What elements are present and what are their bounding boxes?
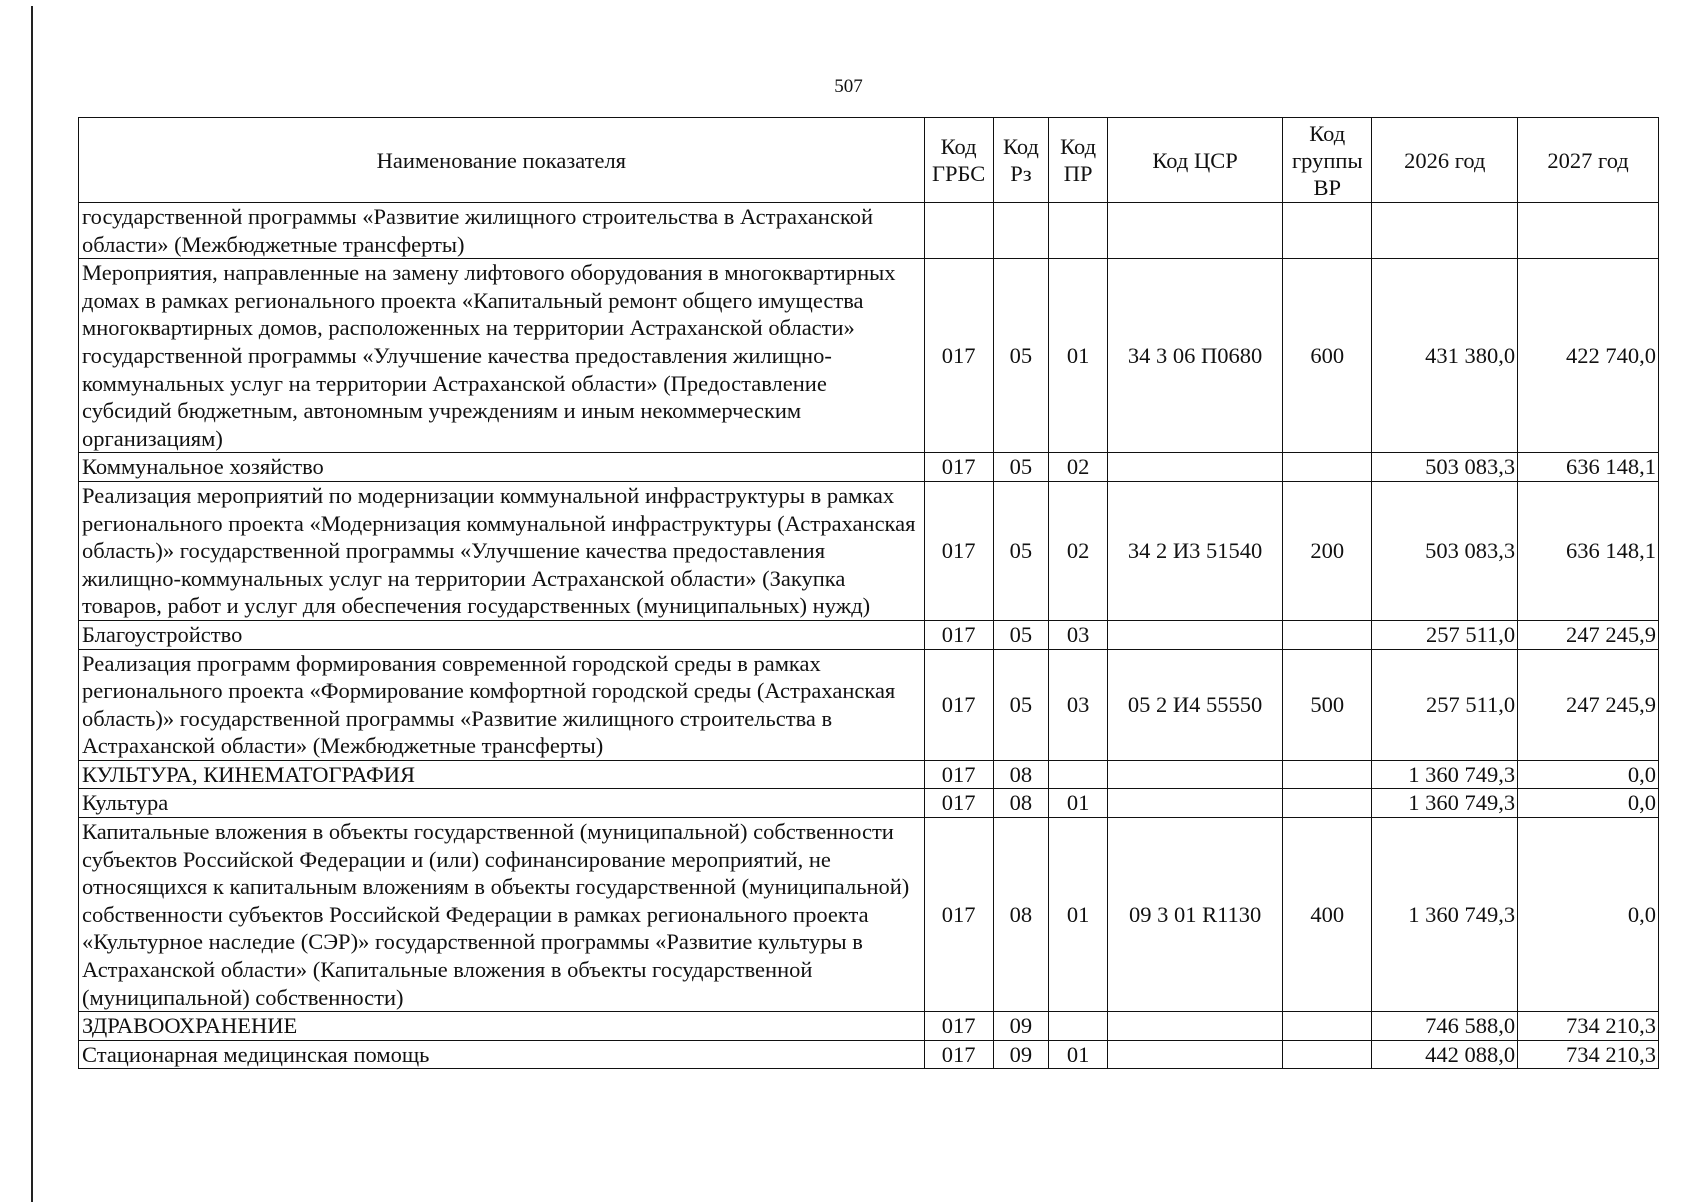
header-rz: [993, 118, 1049, 203]
cell-csr: [1108, 760, 1283, 789]
cell-rz: 05: [993, 259, 1049, 453]
cell-2026: [1372, 203, 1518, 259]
cell-pr: [1049, 1012, 1108, 1041]
cell-rz: 08: [993, 818, 1049, 1012]
cell-rz: 05: [993, 453, 1049, 482]
cell-csr: [1108, 1040, 1283, 1069]
table-row: [79, 1012, 1659, 1041]
cell-rz: 08: [993, 760, 1049, 789]
table-row: [79, 818, 1659, 1012]
cell-grbs: 017: [924, 789, 993, 818]
cell-2026: 746 588,0: [1372, 1012, 1518, 1041]
table-row: [79, 453, 1659, 482]
cell-grbs: 017: [924, 818, 993, 1012]
cell-2027: 636 148,1: [1518, 453, 1659, 482]
cell-2027: 247 245,9: [1518, 620, 1659, 649]
header-rz-line2: Рз: [1010, 161, 1032, 186]
header-2027: 2027 год: [1518, 118, 1659, 203]
cell-grbs: 017: [924, 1012, 993, 1041]
cell-rz: 05: [993, 649, 1049, 760]
header-rz-line1: Код: [1002, 134, 1039, 159]
header-vr-line3: ВР: [1313, 174, 1342, 200]
cell-csr: 09 3 01 R1130: [1108, 818, 1283, 1012]
table-row: [79, 259, 1659, 453]
cell-pr: 01: [1049, 818, 1108, 1012]
cell-rz: 09: [993, 1040, 1049, 1069]
cell-2027: 0,0: [1518, 789, 1659, 818]
cell-2027: 247 245,9: [1518, 649, 1659, 760]
cell-rz: [993, 203, 1049, 259]
header-pr-line1: Код: [1060, 134, 1097, 159]
cell-rz: 05: [993, 481, 1049, 620]
cell-vr: [1283, 620, 1372, 649]
cell-name: Мероприятия, направленные на замену лифтового оборудования в многоквартирных домах в рамках регионального проекта «Капитальный ремонт общего имущества многоквартирных домов, расположенных на территории Астраханской области» государственной программы «Улучшение качества предоставления жилищно-коммунальных услуг на территории Астраханской области» (Предоставление субсидий бюджетным, автономным учреждениям и иным некоммерческим организациям): [79, 259, 925, 453]
table-row: [79, 620, 1659, 649]
cell-pr: 03: [1049, 649, 1108, 760]
cell-grbs: 017: [924, 481, 993, 620]
header-name: Наименование показателя: [79, 118, 925, 203]
cell-pr: 02: [1049, 453, 1108, 482]
cell-vr: [1283, 203, 1372, 259]
cell-vr: [1283, 789, 1372, 818]
left-margin-line: [31, 6, 33, 1202]
cell-2027: 0,0: [1518, 818, 1659, 1012]
table-row: [79, 649, 1659, 760]
cell-pr: 02: [1049, 481, 1108, 620]
cell-name: Капитальные вложения в объекты государственной (муниципальной) собственности субъектов Российской Федерации и (или) софинансирование мероприятий, не относящихся к капитальным вложениям в объекты государственной (муниципальной) собственности субъектов Российской Федерации в рамках регионального проекта «Культурное наследие (СЭР)» государственной программы «Развитие культуры в Астраханской области» (Капитальные вложения в объекты государственной (муниципальной) собственности): [79, 818, 925, 1012]
table-row: [79, 760, 1659, 789]
header-pr: [1049, 118, 1108, 203]
cell-grbs: 017: [924, 760, 993, 789]
cell-pr: [1049, 760, 1108, 789]
cell-2027: 0,0: [1518, 760, 1659, 789]
cell-grbs: 017: [924, 1040, 993, 1069]
header-2026: 2026 год: [1372, 118, 1518, 203]
cell-2026: 1 360 749,3: [1372, 760, 1518, 789]
cell-2026: 503 083,3: [1372, 481, 1518, 620]
cell-csr: [1108, 203, 1283, 259]
cell-2027: 636 148,1: [1518, 481, 1659, 620]
cell-grbs: 017: [924, 259, 993, 453]
cell-2026: 1 360 749,3: [1372, 818, 1518, 1012]
cell-name: Культура: [79, 789, 925, 818]
cell-csr: [1108, 453, 1283, 482]
cell-grbs: 017: [924, 649, 993, 760]
cell-2026: 257 511,0: [1372, 620, 1518, 649]
table-row: [79, 481, 1659, 620]
cell-2026: 1 360 749,3: [1372, 789, 1518, 818]
cell-2026: 503 083,3: [1372, 453, 1518, 482]
cell-vr: [1283, 1040, 1372, 1069]
cell-vr: 400: [1283, 818, 1372, 1012]
table-row: [79, 203, 1659, 259]
header-pr-line2: ПР: [1063, 161, 1093, 186]
header-vr-line1: Код: [1309, 120, 1346, 146]
cell-name: ЗДРАВООХРАНЕНИЕ: [79, 1012, 925, 1041]
table-row: [79, 789, 1659, 818]
header-csr: Код ЦСР: [1108, 118, 1283, 203]
header-grbs: [924, 118, 993, 203]
cell-2026: 431 380,0: [1372, 259, 1518, 453]
cell-pr: 01: [1049, 789, 1108, 818]
cell-2027: 734 210,3: [1518, 1012, 1659, 1041]
cell-grbs: 017: [924, 620, 993, 649]
cell-name: Благоустройство: [79, 620, 925, 649]
cell-csr: [1108, 789, 1283, 818]
cell-pr: 03: [1049, 620, 1108, 649]
cell-vr: [1283, 453, 1372, 482]
table-row: [79, 1040, 1659, 1069]
cell-vr: 500: [1283, 649, 1372, 760]
header-grbs-line1: Код: [940, 134, 977, 159]
cell-2027: 734 210,3: [1518, 1040, 1659, 1069]
cell-pr: 01: [1049, 259, 1108, 453]
cell-vr: 600: [1283, 259, 1372, 453]
cell-2026: 442 088,0: [1372, 1040, 1518, 1069]
header-grbs-line2: ГРБС: [931, 161, 986, 186]
cell-name: Реализация мероприятий по модернизации коммунальной инфраструктуры в рамках регионального проекта «Модернизация коммунальной инфраструктуры (Астраханская область)» государственной программы «Улучшение качества предоставления жилищно-коммунальных услуг на территории Астраханской области» (Закупка товаров, работ и услуг для обеспечения государственных (муниципальных) нужд): [79, 481, 925, 620]
cell-csr: 34 2 И3 51540: [1108, 481, 1283, 620]
cell-name: Реализация программ формирования современной городской среды в рамках регионального проекта «Формирование комфортной городской среды (Астраханская область)» государственной программы «Развитие жилищного строительства в Астраханской области» (Межбюджетные трансферты): [79, 649, 925, 760]
cell-vr: [1283, 760, 1372, 789]
cell-rz: 09: [993, 1012, 1049, 1041]
cell-name: КУЛЬТУРА, КИНЕМАТОГРАФИЯ: [79, 760, 925, 789]
cell-pr: [1049, 203, 1108, 259]
cell-2027: 422 740,0: [1518, 259, 1659, 453]
cell-2027: [1518, 203, 1659, 259]
cell-name: Стационарная медицинская помощь: [79, 1040, 925, 1069]
cell-csr: [1108, 1012, 1283, 1041]
header-vr-line2: группы: [1291, 147, 1363, 173]
cell-grbs: 017: [924, 453, 993, 482]
cell-csr: 34 3 06 П0680: [1108, 259, 1283, 453]
budget-table: [78, 117, 1659, 1069]
cell-name: государственной программы «Развитие жилищного строительства в Астраханской области» (Межбюджетные трансферты): [79, 203, 925, 259]
cell-grbs: [924, 203, 993, 259]
page-number: 507: [834, 76, 863, 97]
cell-vr: 200: [1283, 481, 1372, 620]
table-header-row: [79, 118, 1659, 203]
cell-csr: 05 2 И4 55550: [1108, 649, 1283, 760]
cell-name: Коммунальное хозяйство: [79, 453, 925, 482]
cell-csr: [1108, 620, 1283, 649]
cell-vr: [1283, 1012, 1372, 1041]
cell-rz: 08: [993, 789, 1049, 818]
header-vr: [1283, 118, 1372, 203]
cell-pr: 01: [1049, 1040, 1108, 1069]
cell-2026: 257 511,0: [1372, 649, 1518, 760]
cell-rz: 05: [993, 620, 1049, 649]
